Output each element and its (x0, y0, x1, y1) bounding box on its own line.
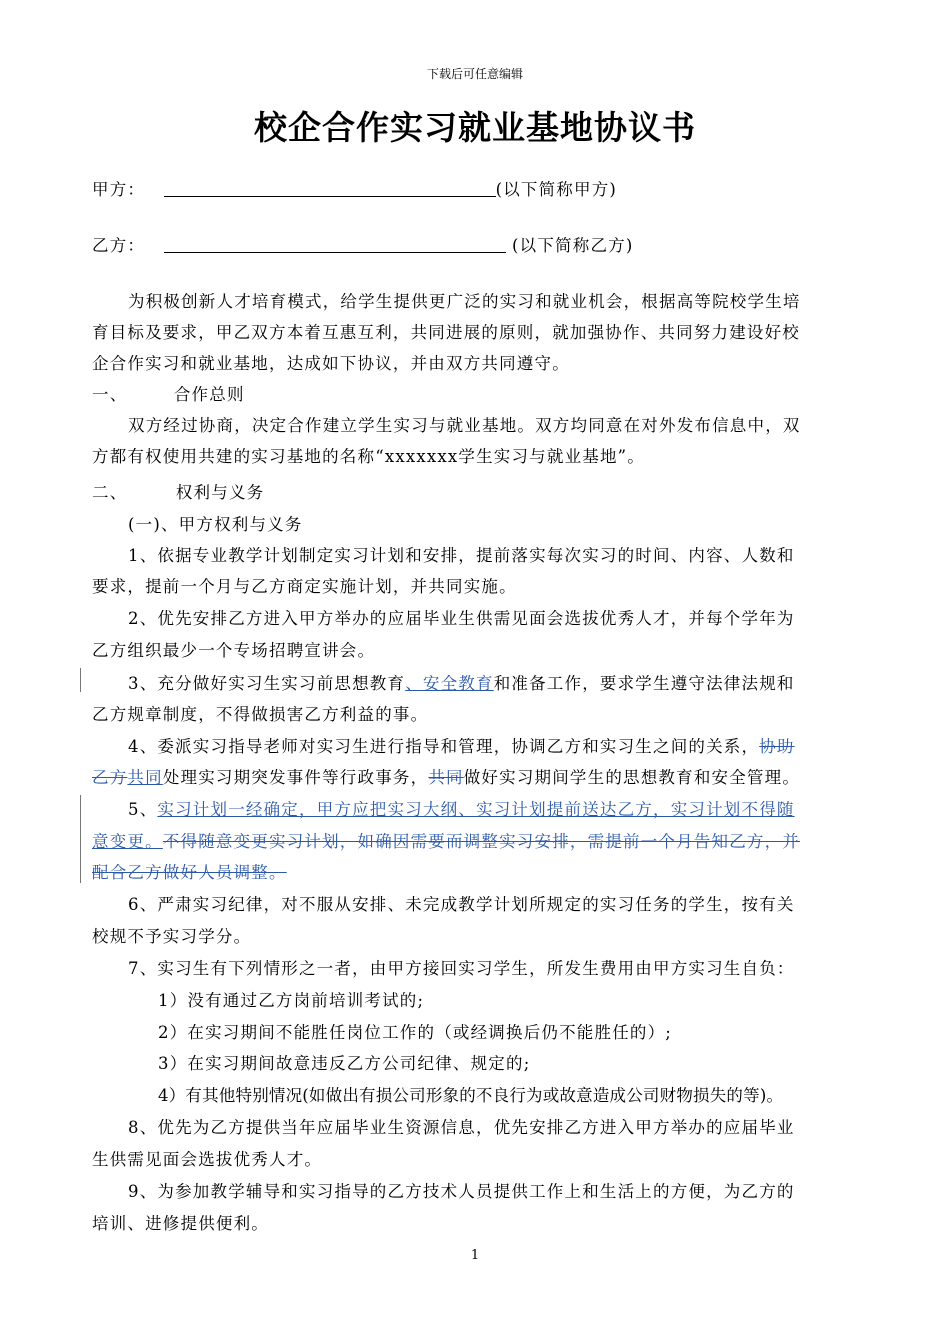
item-line: 2、优先安排乙方进入甲方举办的应届毕业生供需见面会选拔优秀人才，并每个学年为 (128, 609, 795, 628)
party-b-line (92, 232, 634, 256)
change-bar (80, 668, 81, 692)
item-text: 处理实习期突发事件等行政事务， (162, 768, 429, 787)
sub-item: 2）在实习期间不能胜任岗位工作的（或经调换后仍不能胜任的）; (158, 1023, 673, 1042)
deleted-text: 共同 (428, 768, 464, 787)
party-a-line (92, 176, 617, 200)
page-number: 1 (470, 1248, 480, 1263)
item-line (92, 859, 287, 883)
item-line: 要求，提前一个月与乙方商定实施计划，并共同实施。 (92, 577, 517, 596)
section-number: 一、 (92, 385, 128, 404)
item-line (128, 796, 795, 820)
sub-item: 3）在实习期间故意违反乙方公司纪律、规定的; (158, 1054, 531, 1073)
inserted-text: 、安全教育 (405, 674, 494, 693)
item-line: 乙方组织最少一个专场招聘宣讲会。 (92, 641, 376, 660)
item-line (92, 828, 800, 852)
section-line: 方都有权使用共建的实习基地的名称“xxxxxxx学生实习与就业基地”。 (92, 447, 646, 466)
inserted-text: 实习计划一经确定，甲方应把实习大纲、实习计划提前送达乙方，实习计划不得随 (157, 800, 795, 819)
deleted-text: 乙方 (92, 768, 128, 787)
party-b-label: 乙方： (92, 236, 146, 255)
item-text: 和准备工作，要求学生遵守法律法规和 (493, 674, 795, 693)
sub-item: 1）没有通过乙方岗前培训考试的; (158, 991, 425, 1010)
item-line: 校规不予实习学分。 (92, 927, 252, 946)
section-title: 权利与义务 (175, 483, 265, 502)
subsection-heading: (一)、甲方权利与义务 (128, 515, 303, 534)
header-note: 下载后可任意编辑 (426, 67, 523, 81)
item-line: 乙方规章制度，不得做损害乙方利益的事。 (92, 705, 429, 724)
deleted-text: 协助 (759, 737, 795, 756)
change-bar (80, 795, 81, 883)
item-number: 5、 (128, 800, 158, 819)
intro-line: 企合作实习和就业基地，达成如下协议，并由双方共同遵守。 (92, 354, 570, 373)
section-title: 合作总则 (173, 385, 245, 404)
item-line: 1、依据专业教学计划制定实习计划和安排，提前落实每次实习的时间、内容、人数和 (128, 546, 795, 565)
item-line: 培训、进修提供便利。 (92, 1214, 269, 1233)
deleted-text: 不得随意变更实习计划，如确因需要而调整实习安排，需提前一个月告知乙方，并 (162, 832, 801, 851)
document-title: 校企合作实习就业基地协议书 (254, 108, 696, 147)
party-a-suffix: (以下简称甲方) (495, 180, 618, 199)
party-b-blank (164, 234, 506, 253)
sub-item: 4）有其他特别情况(如做出有损公司形象的不良行为或故意造成公司财物损失的等)。 (158, 1086, 784, 1105)
item-text: 4、委派实习指导老师对实习生进行指导和管理，协调乙方和实习生之间的关系， (128, 737, 760, 756)
inserted-text: 共同 (127, 768, 163, 787)
item-line (92, 764, 800, 788)
item-line (128, 670, 795, 694)
section-heading (92, 479, 264, 503)
deleted-text: 配合乙方做好人员调整。 (92, 863, 287, 882)
party-a-label: 甲方： (92, 180, 146, 199)
party-a-blank (164, 178, 496, 197)
item-line: 6、严肃实习纪律，对不服从安排、未完成教学计划所规定的实习任务的学生，按有关 (128, 895, 795, 914)
item-line: 9、为参加教学辅导和实习指导的乙方技术人员提供工作上和生活上的方便，为乙方的 (128, 1182, 795, 1201)
item-line: 生供需见面会选拔优秀人才。 (92, 1150, 323, 1169)
item-text: 3、充分做好实习生实习前思想教育 (128, 674, 406, 693)
intro-line: 育目标及要求，甲乙双方本着互惠互利，共同进展的原则，就加强协作、共同努力建设好校 (92, 323, 800, 342)
section-line: 双方经过协商，决定合作建立学生实习与就业基地。双方均同意在对外发布信息中，双 (128, 416, 801, 435)
item-line: 7、实习生有下列情形之一者，由甲方接回实习学生，所发生费用由甲方实习生自负： (128, 959, 795, 978)
party-b-suffix: (以下简称乙方) (512, 236, 634, 255)
item-line: 8、优先为乙方提供当年应届毕业生资源信息，优先安排乙方进入甲方举办的应届毕业 (128, 1118, 795, 1137)
section-heading (92, 381, 245, 405)
inserted-text: 意变更。 (92, 832, 163, 851)
item-line (128, 733, 795, 757)
item-text: 做好实习期间学生的思想教育和安全管理。 (463, 768, 801, 787)
section-number: 二、 (92, 483, 128, 502)
intro-line: 为积极创新人才培育模式，给学生提供更广泛的实习和就业机会，根据高等院校学生培 (128, 292, 801, 311)
